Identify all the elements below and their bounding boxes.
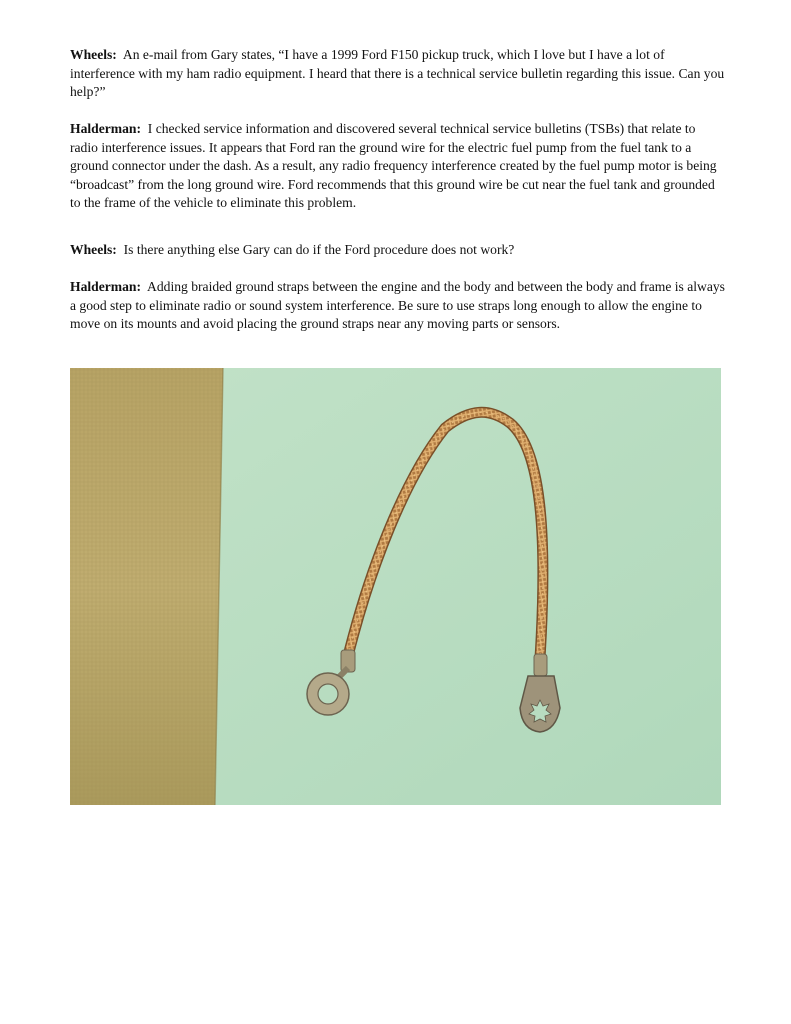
paragraph-text: An e-mail from Gary states, “I have a 1999 Ford F150 pickup truck, which I love but I have a lot of interference with my ham radio equipment. I heard that there is a technical service bulletin regarding this issue. Can you help?” — [70, 47, 725, 99]
burlap-fabric — [70, 368, 223, 805]
paragraph-wheels-followup — [70, 241, 725, 260]
paragraph-halderman-advice — [70, 278, 725, 334]
paragraph-text: Adding braided ground straps between the engine and the body and between the body and frame is always a good step to eliminate radio or sound system interference. Be sure to use straps long enough to allow the engine to move on its mounts and avoid placing the ground straps near any moving parts or sensors. — [70, 279, 725, 331]
paragraph-text: Is there anything else Gary can do if the Ford procedure does not work? — [123, 242, 515, 257]
paragraph-halderman-answer — [70, 120, 725, 213]
speaker-label: Halderman: — [70, 279, 141, 294]
speaker-label: Wheels: — [70, 242, 117, 257]
speaker-label: Halderman: — [70, 121, 141, 136]
speaker-label: Wheels: — [70, 47, 117, 62]
paragraph-text: I checked service information and discovered several technical service bulletins (TSBs) that relate to radio interference issues. It appears that Ford ran the ground wire for the electric fuel pump from the fuel tank to a ground connector under the dash. As a result, any radio frequency interference created by the fuel pump motor is being “broadcast” from the long ground wire. Ford recommends that this ground wire be cut near the fuel tank and grounded to the frame of the vehicle to eliminate this problem. — [70, 121, 717, 210]
ground-strap-photo — [70, 368, 721, 805]
paragraph-wheels-question — [70, 46, 725, 102]
